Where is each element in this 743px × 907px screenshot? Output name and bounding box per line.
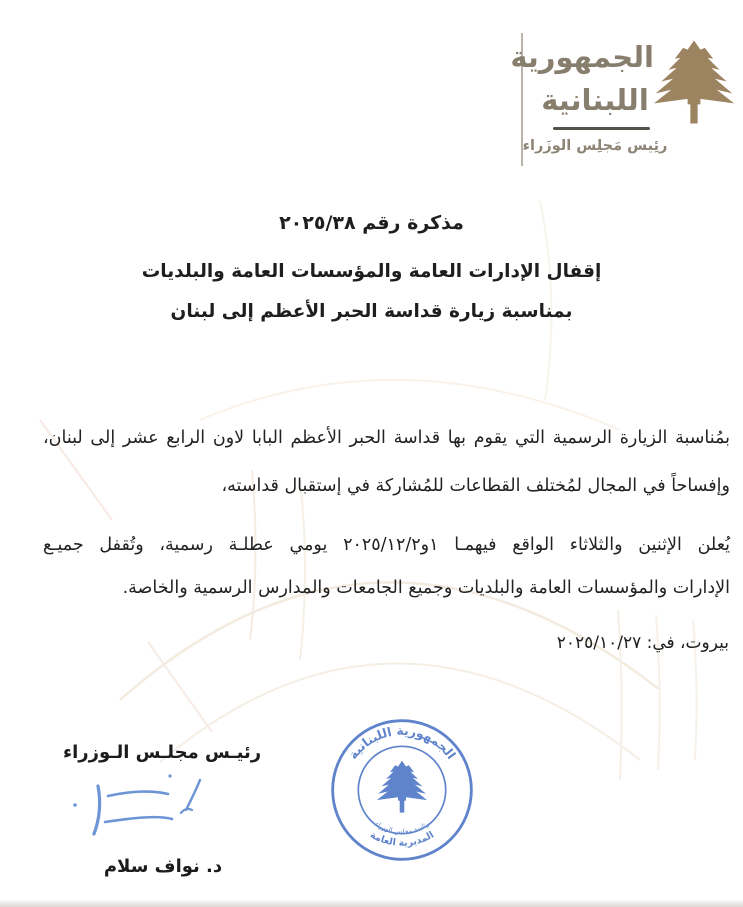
memo-title-line-1: إقفال الإدارات العامة والمؤسسات العامة والبلديات: [141, 261, 602, 282]
svg-text:الجمهورية اللبنانية: [346, 724, 458, 762]
paragraph-2-line-2: الإدارات والمؤسسات العامة والبلديات وجميع الجامعات والمدارس الرسمية والخاصة.: [122, 578, 730, 598]
republic-calligraphy: [510, 36, 654, 122]
paragraph-1: [43, 414, 730, 510]
signatory-title: رئيـس مجلـس الـوزراء: [62, 742, 262, 763]
office-title: رئِيس مَجلِس الوزَراء: [522, 138, 668, 154]
memo-number: مذكرة رقم ٢٠٢٥/٣٨: [279, 212, 464, 234]
cedar-icon: [653, 38, 735, 126]
official-stamp: [326, 714, 478, 866]
republic-line-1: الجمهورية: [510, 40, 654, 74]
scan-edge-shadow: [0, 899, 743, 907]
stamp-cedar-icon: [377, 761, 427, 813]
paragraph-2: [43, 524, 730, 610]
place-date-line: بيروت، في: ٢٠٢٥/١٠/٢٧: [556, 633, 729, 653]
stamp-top-text: الجمهورية اللبنانية: [345, 723, 459, 762]
signatory-name: د. نواف سلام: [103, 856, 223, 877]
svg-text:رئاسة مجلس الوزراء: [374, 820, 431, 836]
paragraph-2-line-1: يُعلن الإثنين والثلاثاء الواقع فيهمـا ١و٢٠٢٥/١٢/٢ يومي عطلـة رسمية، وتُقفل جميـع: [43, 535, 731, 555]
stamp-bottom-text-1: رئاسة مجلس الوزراء: [373, 820, 431, 836]
republic-line-2: اللبنانية: [541, 83, 649, 117]
paragraph-1-line-1: بمُناسبة الزيارة الرسمية التي يقوم بها قداسة الحبر الأعظم البابا لاون الرابع عشر إلى لبنان،: [43, 428, 730, 448]
stamp-bottom-text-2: المديرية العامة: [368, 829, 436, 849]
memo-title-line-2: بمناسبة زيارة قداسة الحبر الأعظم إلى لبنان: [170, 301, 573, 322]
paragraph-1-line-2: وإفساحاً في المجال لمُختلف القطاعات للمُشاركة في إستقبال قداسته،: [221, 476, 730, 496]
handwritten-signature: [50, 766, 225, 861]
letterhead-divider: [553, 127, 650, 130]
